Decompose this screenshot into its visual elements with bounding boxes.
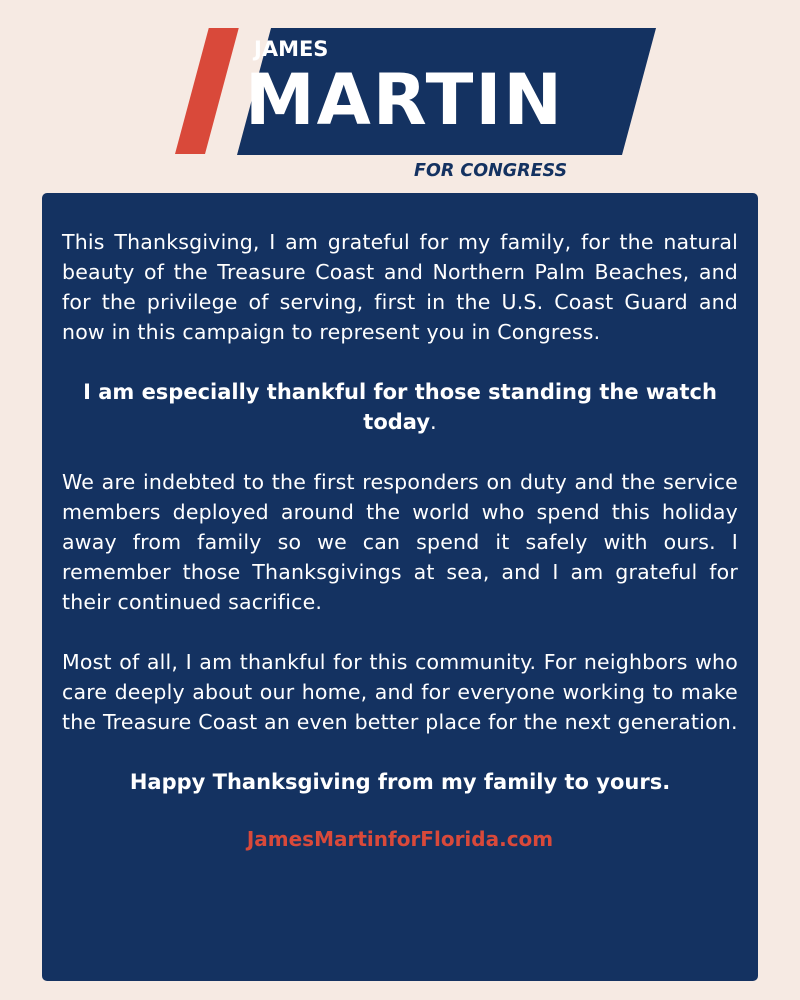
- message-panel: [42, 193, 758, 981]
- website-link[interactable]: JamesMartinforFlorida.com: [246, 827, 554, 851]
- community-paragraph: Most of all, I am thankful for this community. For neighbors who care deeply about our home, and for everyone working to make the Treasure Coast an even better place for the next generation.: [62, 650, 738, 734]
- highlight-text: I am especially thankful for those standing the watch today: [83, 380, 717, 434]
- intro-paragraph: This Thanksgiving, I am grateful for my family, for the natural beauty of the Treasure Coast and Northern Palm Beaches, and for the privilege of serving, first in the U.S. Coast Guard and now in this campaign to represent you in Congress.: [62, 230, 738, 344]
- logo-red-stripe: [175, 28, 239, 154]
- highlight-period: .: [430, 410, 437, 434]
- campaign-logo: [0, 0, 800, 190]
- logo-last-name: MARTIN: [245, 59, 564, 141]
- sacrifice-paragraph: We are indebted to the first responders on duty and the service members deployed around the world who spend this holiday away from family so we can spend it safely with ours. I remember those Thanksgivings at sea, and I am grateful for their continued sacrifice.: [62, 470, 738, 614]
- closing-line: Happy Thanksgiving from my family to yours.: [129, 770, 671, 794]
- logo-tagline: FOR CONGRESS: [414, 161, 568, 181]
- logo-first-name: JAMES: [254, 37, 329, 61]
- highlight-heading: [62, 377, 738, 437]
